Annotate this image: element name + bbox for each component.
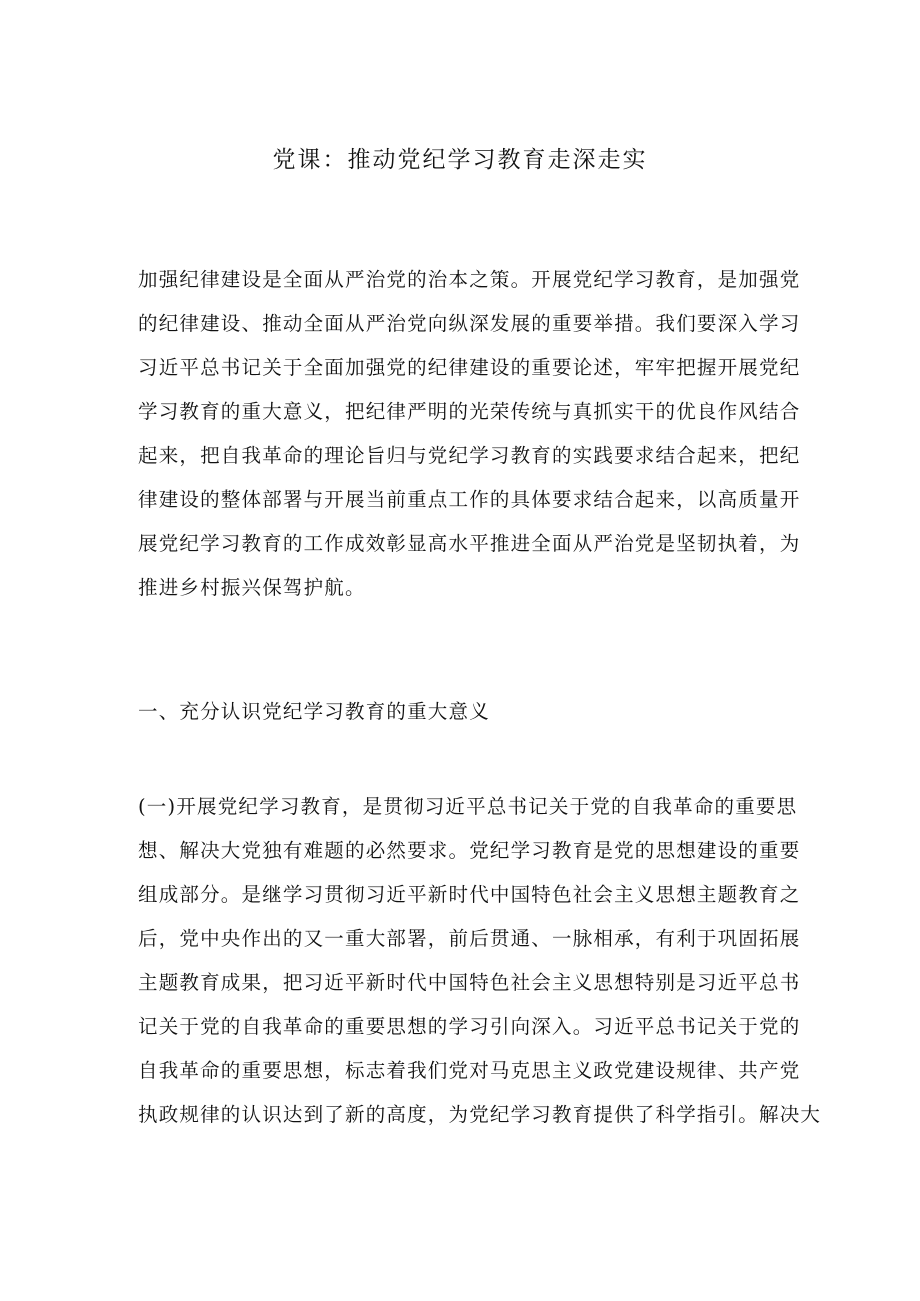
subsection-line-8: 执政规律的认识达到了新的高度，为党纪学习教育提供了科学指引。解决大 [138,1103,822,1126]
intro-line-2: 的纪律建设、推动全面从严治党向纵深发展的重要举措。我们要深入学习 [138,312,801,335]
subsection-line-6: 记关于党的自我革命的重要思想的学习引向深入。习近平总书记关于党的 [138,1015,801,1038]
intro-line-8: 推进乡村振兴保驾护航。 [138,576,366,599]
subsection-line-7: 自我革命的重要思想，标志着我们党对马克思主义政党建设规律、共产党 [138,1059,801,1082]
subsection-line-5: 主题教育成果，把习近平新时代中国特色社会主义思想特别是习近平总书 [138,971,801,994]
intro-line-3: 习近平总书记关于全面加强党的纪律建设的重要论述，牢牢把握开展党纪 [138,356,801,379]
intro-line-4: 学习教育的重大意义，把纪律严明的光荣传统与真抓实干的优良作风结合 [138,400,801,423]
subsection-line-1: (一)开展党纪学习教育，是贯彻习近平总书记关于党的自我革命的重要思 [138,795,798,818]
intro-line-6: 律建设的整体部署与开展当前重点工作的具体要求结合起来，以高质量开 [138,488,801,511]
intro-line-1: 加强纪律建设是全面从严治党的治本之策。开展党纪学习教育，是加强党 [138,268,801,291]
subsection-line-2: 想、解决大党独有难题的必然要求。党纪学习教育是党的思想建设的重要 [138,839,801,862]
subsection-line-3: 组成部分。是继学习贯彻习近平新时代中国特色社会主义思想主题教育之 [138,883,801,906]
intro-line-7: 展党纪学习教育的工作成效彰显高水平推进全面从严治党是坚韧执着，为 [138,532,801,555]
subsection-line-4: 后，党中央作出的又一重大部署，前后贯通、一脉相承，有利于巩固拓展 [138,927,801,950]
intro-line-5: 起来，把自我革命的理论旨归与党纪学习教育的实践要求结合起来，把纪 [138,444,801,467]
section-heading: 一、充分认识党纪学习教育的重大意义 [138,700,490,723]
document-title: 党课：推动党纪学习教育走深走实 [272,147,648,173]
